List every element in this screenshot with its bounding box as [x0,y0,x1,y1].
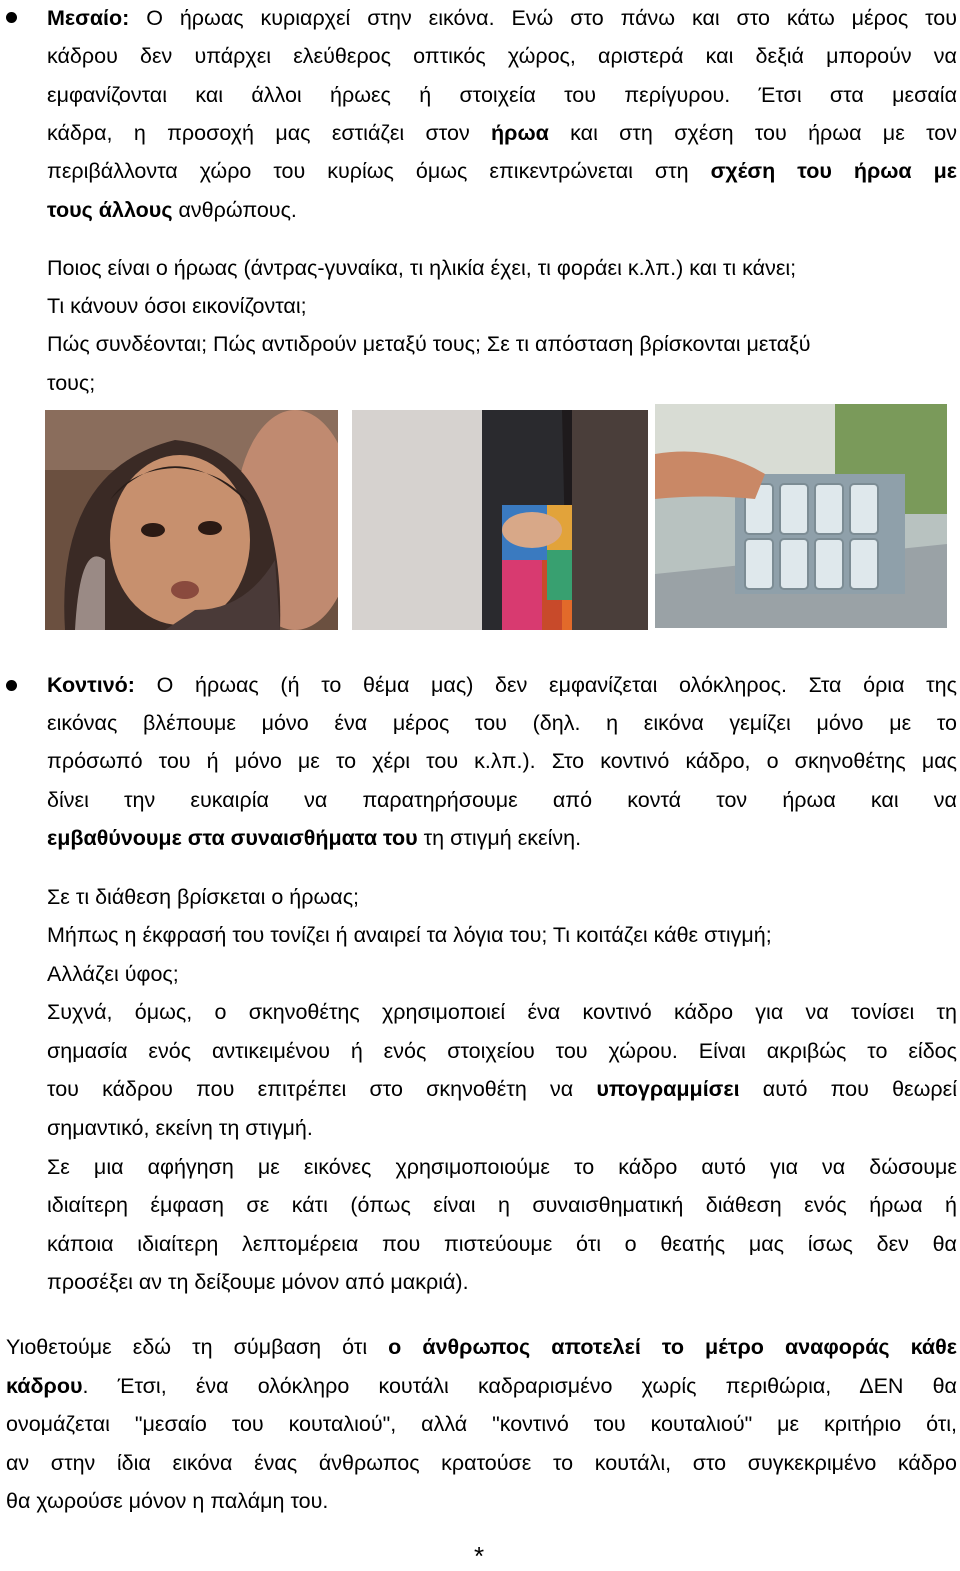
text: και στη σχέση του ήρωα με τον [548,121,957,145]
closeup-label: Κοντινό: [47,673,135,697]
closeup-para-1: Σε τι διάθεση βρίσκεται ο ήρωας; [47,885,360,909]
closeup-line-4 [47,786,957,814]
question-2: Τι κάνουν όσοι εικονίζονται; [47,294,307,318]
bullet-icon [6,680,17,691]
closeup-para-11: προσέξει αν τη δείξουμε μόνον από μακριά). [47,1270,469,1294]
text: εμφανίζονται και άλλοι ήρωες ή στοιχεία του περίγυρου. Έτσι στα μεσαία [47,83,957,107]
final-line-5: θα χωρούσε μόνον η παλάμη του. [6,1489,329,1513]
question-3: Πώς συνδέονται; Πώς αντιδρούν μεταξύ τους; Σε τι απόσταση βρίσκονται μεταξύ [47,332,811,356]
closeup-para-9: ιδιαίτερη έμφαση σε κάτι (όπως είναι η συναισθηματική διάθεση ενός ήρωα ή [47,1193,957,1217]
text: εικόνας βλέπουμε μόνο ένα μέρος του (δηλ. η εικόνα γεμίζει μόνο με το [47,711,957,735]
text: Ο ήρωας κυριαρχεί στην εικόνα. Ενώ στο πάνω και στο κάτω μέρος του [129,6,957,30]
final-line-1 [6,1333,957,1361]
bold-text: σχέση του ήρωα με [710,159,957,183]
medium-line-1 [47,4,957,32]
medium-line-4 [47,119,957,147]
closeup-line-5 [47,824,957,852]
text: κάδρου δεν υπάρχει ελεύθερος οπτικός χώρος, αριστερά και δεξιά μπορούν να [47,44,957,68]
text: περιβάλλοντα χώρο του κυρίως όμως επικεντρώνεται στη [47,159,689,183]
closeup-para-5: σημασία ενός αντικειμένου ή ενός στοιχείου του χώρου. Είναι ακριβώς το είδος [47,1039,957,1063]
text: . Έτσι, ένα ολόκληρο κουτάλι καδραρισμένο χωρίς περιθώρια, ΔΕΝ θα [82,1374,957,1398]
text: Ο ήρωας (ή το θέμα μας) δεν εμφανίζεται ολόκληρος. Στα όρια της [134,673,957,697]
medium-line-6 [47,196,957,224]
closeup-para-2: Μήπως η έκφρασή του τονίζει ή αναιρεί τα λόγια του; Τι κοιτάζει κάθε στιγμή; [47,923,772,947]
closeup-para-10: κάποια ιδιαίτερη λεπτομέρεια που πιστεύουμε ότι ο θεατής μας ίσως δεν θα [47,1232,957,1256]
glasses-rack-photo [655,404,947,628]
medium-line-5 [47,157,957,185]
question-1: Ποιος είναι ο ήρωας (άντρας-γυναίκα, τι ηλικία έχει, τι φοράει κ.λπ.) και τι κάνει; [47,256,797,280]
question-4: τους; [47,371,96,395]
text: κάδρα, η προσοχή μας εστιάζει στον [47,121,470,145]
text: του κάδρου που επιτρέπει στο σκηνοθέτη να [47,1077,574,1101]
bullet-icon [6,12,17,23]
final-line-3: ονομάζεται "μεσαίο του κουταλιού", αλλά "κοντινό του κουταλιού" με κριτήριο ότι, [6,1412,957,1436]
closeup-para-6 [47,1075,957,1103]
closeup-line-2 [47,709,957,737]
text: αυτό που θεωρεί [739,1077,957,1101]
bold-text: ο άνθρωπος αποτελεί το μέτρο αναφοράς κάθε [388,1335,957,1359]
bold-text: κάδρου [6,1374,83,1398]
text: πρόσωπό του ή μόνο με το χέρι του κ.λπ.). Στο κοντινό κάδρο, ο σκηνοθέτης μας [47,749,957,773]
medium-line-2 [47,42,957,70]
footer-asterisk: * [474,1541,485,1571]
bold-text: ήρωα [491,121,549,145]
bold-text: υπογραμμίσει [596,1077,740,1101]
text: δίνει την ευκαιρία να παρατηρήσουμε από κοντά τον ήρωα και να [47,788,957,812]
medium-label: Μεσαίο: [47,6,130,30]
final-line-4: αν στην ίδια εικόνα ένας άνθρωπος κρατούσε το κουτάλι, στο συγκεκριμένο κάδρο [6,1451,957,1475]
final-line-2 [6,1372,957,1400]
medium-line-3 [47,81,957,109]
closeup-para-7: σημαντικό, εκείνη τη στιγμή. [47,1116,313,1140]
closeup-line-3 [47,747,957,775]
text: τη στιγμή εκείνη. [417,826,582,850]
colorful-bag-photo [352,410,648,630]
bold-text: εμβαθύνουμε στα συναισθήματα του [47,826,418,850]
text: ανθρώπους. [172,198,297,222]
text: Υιοθετούμε εδώ τη σύμβαση ότι [6,1335,368,1359]
closeup-para-3: Αλλάζει ύφος; [47,962,179,986]
closeup-para-4: Συχνά, όμως, ο σκηνοθέτης χρησιμοποιεί ένα κοντινό κάδρο για να τονίσει τη [47,1000,957,1024]
girl-headscarf-photo [45,410,338,630]
closeup-line-1 [47,671,957,699]
bold-text: τους άλλους [47,198,173,222]
closeup-para-8: Σε μια αφήγηση με εικόνες χρησιμοποιούμε το κάδρο αυτό για να δώσουμε [47,1155,957,1179]
